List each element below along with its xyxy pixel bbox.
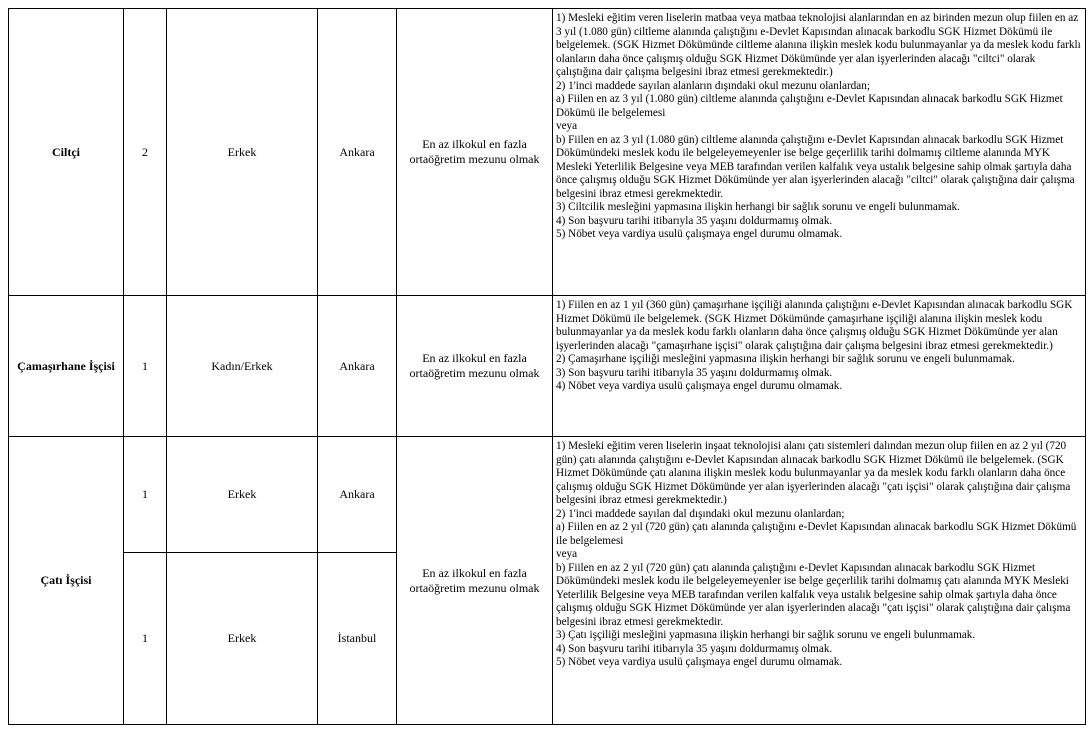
- requirement-item: 3) Son başvuru tarihi itibarıyla 35 yaşını doldurmamış olmak.: [556, 366, 833, 379]
- position-city: Ankara: [318, 437, 397, 553]
- requirement-item: veya: [556, 548, 578, 560]
- position-education: En az ilkokul en fazla ortaöğretim mezunu olmak: [397, 9, 553, 296]
- requirement-item: 1) Mesleki eğitim veren liselerin inşaat teknolojisi alanı çatı sistemleri dalından mezun olup fiilen en az 2 yıl (720 gün) çatı alanında çalıştığını e-Devlet Kapısından alınacak barkodlu SGK Hizmet Dökümü ile belgelemek. (SGK Hizmet Dökümünde çatı alanına ilişkin meslek kodu bulunmayanlar ya da meslek kodu farklı olanların daha önce çalışmış olduğu SGK Hizmet Dökümünde yer alan işyerlerinden alacağı "çatı işçisi" olarak çalıştığına dair çalışma belgesini ibraz etmesi gerekmektedir.): [556, 440, 1071, 506]
- position-education: En az ilkokul en fazla ortaöğretim mezunu olmak: [397, 437, 553, 725]
- requirement-item: 4) Son başvuru tarihi itibarıyla 35 yaşını doldurmamış olmak.: [556, 214, 833, 227]
- position-title: Ciltçi: [9, 9, 124, 296]
- job-requirements-table: [8, 8, 1086, 725]
- position-requirements: [553, 437, 1086, 725]
- table-row: [9, 437, 1086, 553]
- position-title: Çatı İşçisi: [9, 437, 124, 725]
- position-gender: Erkek: [167, 9, 318, 296]
- requirement-item: 1) Mesleki eğitim veren liselerin matbaa veya matbaa teknolojisi alanlarından en az birinden mezun olup fiilen en az 3 yıl (1.080 gün) ciltleme alanında çalıştığını e-Devlet Kapısından alınacak barkodlu SGK Hizmet Dökümü ile belgelemek. (SGK Hizmet Dökümünde ciltleme alanına ilişkin meslek kodu bulunmayanlar ya da meslek kodu farklı olanların daha önce çalışmış olduğu SGK Hizmet Dökümünde yer alan işyerlerinden alacağı "ciltci" olarak çalıştığına dair çalışma belgesini ibraz etmesi gerekmektedir.): [556, 12, 1081, 78]
- position-count: 1: [124, 296, 167, 437]
- requirement-item: 4) Nöbet veya vardiya usulü çalışmaya engel durumu olmamak.: [556, 380, 843, 392]
- position-city: İstanbul: [318, 553, 397, 725]
- position-requirements: [553, 9, 1086, 296]
- requirement-item: a) Fiilen en az 2 yıl (720 gün) çatı alanında çalıştığını e-Devlet Kapısından alınacak barkodlu SGK Hizmet Dökümü ile belgelemesi: [556, 521, 1077, 547]
- table-row: [9, 9, 1086, 296]
- position-gender: Erkek: [167, 553, 318, 725]
- requirement-item: 5) Nöbet veya vardiya usulü çalışmaya engel durumu olmamak.: [556, 228, 843, 240]
- position-gender: Kadın/Erkek: [167, 296, 318, 437]
- position-count: 2: [124, 9, 167, 296]
- requirement-item: b) Fiilen en az 2 yıl (720 gün) çatı alanında çalıştığını e-Devlet Kapısından alınacak barkodlu SGK Hizmet Dökümündeki meslek kodu ile belgeleyemeyenler ise belge geçerlilik tarihi dolmamış çatı alanında MYK Mesleki Yeterlilik Belgesine veya MEB tarafından verilen kalfalık veya ustalık belgesine sahip olmak şartıyla daha önce çalışmış olduğu SGK Hizmet Dökümünde yer alan işyerlerinden alacağı "çatı işçisi" olarak çalıştığına dair çalışma belgesini ibraz etmesi gerekmektedir.: [556, 561, 1071, 628]
- position-count: 1: [124, 437, 167, 553]
- position-requirements: [553, 296, 1086, 437]
- requirement-item: a) Fiilen en az 3 yıl (1.080 gün) ciltleme alanında çalıştığını e-Devlet Kapısından alınacak barkodlu SGK Hizmet Dökümü ile belgelemesi: [556, 93, 1063, 119]
- position-count: 1: [124, 553, 167, 725]
- requirement-item: b) Fiilen en az 3 yıl (1.080 gün) ciltleme alanında çalıştığını e-Devlet Kapısından alınacak barkodlu SGK Hizmet Dökümündeki meslek kodu ile belgeleyemeyenler ise belge geçerlilik tarihi dolmamış ciltleme alanında MYK Mesleki Yeterlilik Belgesine veya MEB tarafından verilen kalfalık veya ustalık belgesine sahip olmak şartıyla daha önce çalışmış olduğu SGK Hizmet Dökümünde yer alan işyerlerinden alacağı "ciltci" olarak çalıştığına dair çalışma belgesini ibraz etmesi gerekmektedir.: [556, 133, 1075, 200]
- requirement-item: 2) Çamaşırhane işçiliği mesleğini yapmasına ilişkin herhangi bir sağlık sorunu ve engeli bulunmamak.: [556, 353, 1015, 365]
- position-education: En az ilkokul en fazla ortaöğretim mezunu olmak: [397, 296, 553, 437]
- requirement-item: 3) Çatı işçiliği mesleğini yapmasına ilişkin herhangi bir sağlık sorunu ve engeli bulunmamak.: [556, 629, 976, 641]
- table-row: [9, 296, 1086, 437]
- position-city: Ankara: [318, 296, 397, 437]
- requirement-item: 1) Fiilen en az 1 yıl (360 gün) çamaşırhane işçiliği alanında çalıştığını e-Devlet Kapısından alınacak barkodlu SGK Hizmet Dökümü ile belgelemek. (SGK Hizmet Dökümünde çamaşırhane işçiliği alanına ilişkin meslek kodu bulunmayanlar ya da meslek kodu farklı olanların daha önce çalışmış olduğu SGK Hizmet Dökümünde yer alan işyerlerinden alacağı "çamaşırhane işçisi" olarak çalıştığına dair çalışma belgesini ibraz etmesi gerekmektedir.): [556, 299, 1073, 352]
- requirement-item: veya: [556, 120, 578, 132]
- requirement-item: 5) Nöbet veya vardiya usulü çalışmaya engel durumu olmamak.: [556, 656, 843, 668]
- position-title: Çamaşırhane İşçisi: [9, 296, 124, 437]
- requirement-item: 4) Son başvuru tarihi itibarıyla 35 yaşını doldurmamış olmak.: [556, 642, 833, 655]
- position-gender: Erkek: [167, 437, 318, 553]
- position-city: Ankara: [318, 9, 397, 296]
- requirement-item: 2) 1'inci maddede sayılan alanların dışındaki okul mezunu olanlardan;: [556, 79, 870, 92]
- requirement-item: 2) 1'inci maddede sayılan dal dışındaki okul mezunu olanlardan;: [556, 507, 845, 520]
- requirement-item: 3) Ciltcilik mesleğini yapmasına ilişkin herhangi bir sağlık sorunu ve engeli bulunmamak.: [556, 201, 960, 213]
